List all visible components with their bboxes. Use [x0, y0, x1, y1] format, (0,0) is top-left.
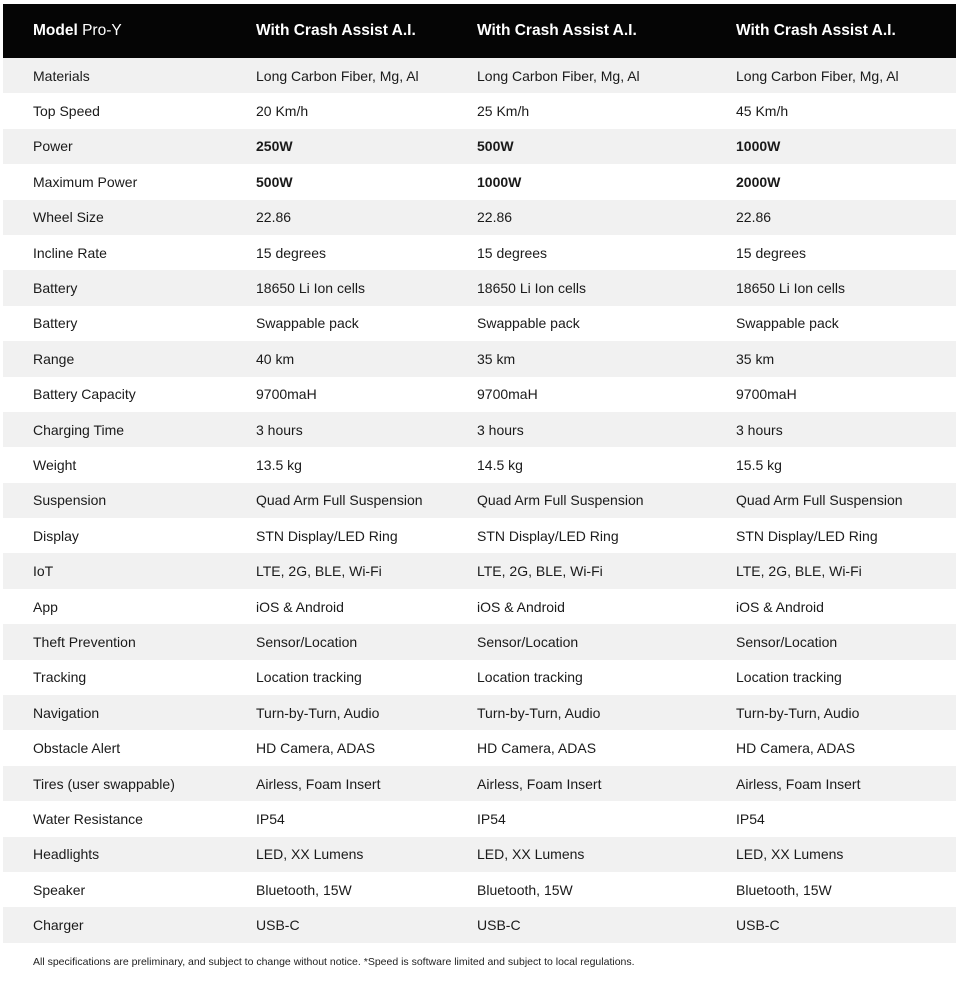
table-row — [3, 447, 956, 482]
table-row — [3, 270, 956, 305]
row-value-variant-1: STN Display/LED Ring — [256, 518, 477, 553]
table-row — [3, 624, 956, 659]
row-value-variant-2: 9700maH — [477, 377, 736, 412]
row-value-variant-3: Turn-by-Turn, Audio — [736, 695, 956, 730]
row-value-variant-3: 35 km — [736, 341, 956, 376]
row-value-variant-3: LED, XX Lumens — [736, 837, 956, 872]
row-value-variant-1: Location tracking — [256, 660, 477, 695]
table-row — [3, 129, 956, 164]
table-row — [3, 235, 956, 270]
row-value-variant-1: iOS & Android — [256, 589, 477, 624]
row-value-variant-1: USB-C — [256, 907, 477, 942]
header-model — [3, 4, 256, 58]
row-value-variant-2: 15 degrees — [477, 235, 736, 270]
row-value-variant-3: Quad Arm Full Suspension — [736, 483, 956, 518]
row-label: Battery — [3, 306, 256, 341]
row-label: Charger — [3, 907, 256, 942]
footnote: All specifications are preliminary, and subject to change without notice. *Speed is software limited and subject to local regulations. — [33, 956, 635, 968]
row-label: Tracking — [3, 660, 256, 695]
table-row — [3, 306, 956, 341]
row-label: Tires (user swappable) — [3, 766, 256, 801]
row-value-variant-3: Long Carbon Fiber, Mg, Al — [736, 58, 956, 93]
row-label: Top Speed — [3, 93, 256, 128]
row-label: Suspension — [3, 483, 256, 518]
row-label: Navigation — [3, 695, 256, 730]
row-label: Incline Rate — [3, 235, 256, 270]
row-value-variant-3: Airless, Foam Insert — [736, 766, 956, 801]
header-variant-2: With Crash Assist A.I. — [477, 4, 736, 58]
row-value-variant-2: Quad Arm Full Suspension — [477, 483, 736, 518]
row-value-variant-2: 22.86 — [477, 200, 736, 235]
spec-table-body — [3, 58, 956, 943]
row-label: Obstacle Alert — [3, 730, 256, 765]
row-value-variant-3: 2000W — [736, 164, 956, 199]
row-value-variant-1: 15 degrees — [256, 235, 477, 270]
table-row — [3, 200, 956, 235]
table-row — [3, 483, 956, 518]
row-value-variant-1: 18650 Li Ion cells — [256, 270, 477, 305]
table-row — [3, 872, 956, 907]
row-value-variant-1: 20 Km/h — [256, 93, 477, 128]
row-value-variant-1: Bluetooth, 15W — [256, 872, 477, 907]
row-value-variant-1: LTE, 2G, BLE, Wi-Fi — [256, 553, 477, 588]
row-value-variant-1: Long Carbon Fiber, Mg, Al — [256, 58, 477, 93]
row-value-variant-3: LTE, 2G, BLE, Wi-Fi — [736, 553, 956, 588]
row-value-variant-1: IP54 — [256, 801, 477, 836]
row-label: Battery Capacity — [3, 377, 256, 412]
row-value-variant-3: 22.86 — [736, 200, 956, 235]
row-label: Wheel Size — [3, 200, 256, 235]
row-value-variant-2: 1000W — [477, 164, 736, 199]
table-row — [3, 695, 956, 730]
row-value-variant-1: 500W — [256, 164, 477, 199]
row-value-variant-2: 500W — [477, 129, 736, 164]
row-value-variant-2: 25 Km/h — [477, 93, 736, 128]
row-value-variant-2: STN Display/LED Ring — [477, 518, 736, 553]
header-variant-1: With Crash Assist A.I. — [256, 4, 477, 58]
row-value-variant-3: USB-C — [736, 907, 956, 942]
table-row — [3, 589, 956, 624]
row-value-variant-1: Airless, Foam Insert — [256, 766, 477, 801]
row-value-variant-1: 250W — [256, 129, 477, 164]
table-row — [3, 412, 956, 447]
row-value-variant-2: iOS & Android — [477, 589, 736, 624]
row-value-variant-3: Location tracking — [736, 660, 956, 695]
row-label: Display — [3, 518, 256, 553]
row-value-variant-2: 35 km — [477, 341, 736, 376]
table-row — [3, 164, 956, 199]
header-variant-3: With Crash Assist A.I. — [736, 4, 956, 58]
row-label: Range — [3, 341, 256, 376]
row-value-variant-3: Swappable pack — [736, 306, 956, 341]
row-value-variant-3: HD Camera, ADAS — [736, 730, 956, 765]
table-row — [3, 801, 956, 836]
row-value-variant-3: 1000W — [736, 129, 956, 164]
row-value-variant-1: Swappable pack — [256, 306, 477, 341]
row-value-variant-2: Long Carbon Fiber, Mg, Al — [477, 58, 736, 93]
row-value-variant-3: 15 degrees — [736, 235, 956, 270]
row-label: Power — [3, 129, 256, 164]
row-value-variant-1: HD Camera, ADAS — [256, 730, 477, 765]
table-row — [3, 553, 956, 588]
row-value-variant-3: Sensor/Location — [736, 624, 956, 659]
row-value-variant-1: 3 hours — [256, 412, 477, 447]
row-label: Charging Time — [3, 412, 256, 447]
table-row — [3, 58, 956, 93]
row-value-variant-2: 3 hours — [477, 412, 736, 447]
row-value-variant-3: STN Display/LED Ring — [736, 518, 956, 553]
row-label: App — [3, 589, 256, 624]
table-row — [3, 766, 956, 801]
table-row — [3, 730, 956, 765]
table-row — [3, 93, 956, 128]
row-value-variant-3: 3 hours — [736, 412, 956, 447]
table-row — [3, 837, 956, 872]
row-value-variant-2: Location tracking — [477, 660, 736, 695]
row-value-variant-1: 22.86 — [256, 200, 477, 235]
header-model-name: Pro-Y — [82, 22, 122, 39]
row-value-variant-1: LED, XX Lumens — [256, 837, 477, 872]
row-value-variant-2: Swappable pack — [477, 306, 736, 341]
table-row — [3, 518, 956, 553]
row-label: Materials — [3, 58, 256, 93]
table-header-row — [3, 4, 956, 58]
row-label: Maximum Power — [3, 164, 256, 199]
row-value-variant-2: Bluetooth, 15W — [477, 872, 736, 907]
row-value-variant-3: iOS & Android — [736, 589, 956, 624]
row-value-variant-2: Sensor/Location — [477, 624, 736, 659]
row-value-variant-2: Turn-by-Turn, Audio — [477, 695, 736, 730]
header-model-label: Model — [33, 22, 78, 39]
row-value-variant-3: 45 Km/h — [736, 93, 956, 128]
table-row — [3, 660, 956, 695]
row-value-variant-1: 9700maH — [256, 377, 477, 412]
row-value-variant-1: Quad Arm Full Suspension — [256, 483, 477, 518]
row-value-variant-2: LTE, 2G, BLE, Wi-Fi — [477, 553, 736, 588]
row-value-variant-2: Airless, Foam Insert — [477, 766, 736, 801]
row-value-variant-3: 15.5 kg — [736, 447, 956, 482]
table-row — [3, 907, 956, 942]
row-label: Weight — [3, 447, 256, 482]
row-label: Speaker — [3, 872, 256, 907]
row-value-variant-1: 13.5 kg — [256, 447, 477, 482]
table-row — [3, 341, 956, 376]
row-value-variant-3: Bluetooth, 15W — [736, 872, 956, 907]
row-label: Headlights — [3, 837, 256, 872]
row-value-variant-2: HD Camera, ADAS — [477, 730, 736, 765]
row-value-variant-3: IP54 — [736, 801, 956, 836]
row-value-variant-2: LED, XX Lumens — [477, 837, 736, 872]
row-value-variant-2: USB-C — [477, 907, 736, 942]
row-label: Theft Prevention — [3, 624, 256, 659]
row-value-variant-2: 14.5 kg — [477, 447, 736, 482]
row-value-variant-2: 18650 Li Ion cells — [477, 270, 736, 305]
row-value-variant-2: IP54 — [477, 801, 736, 836]
row-label: IoT — [3, 553, 256, 588]
row-value-variant-1: Turn-by-Turn, Audio — [256, 695, 477, 730]
row-label: Battery — [3, 270, 256, 305]
row-value-variant-1: Sensor/Location — [256, 624, 477, 659]
row-label: Water Resistance — [3, 801, 256, 836]
row-value-variant-3: 9700maH — [736, 377, 956, 412]
spec-table — [3, 4, 956, 943]
row-value-variant-1: 40 km — [256, 341, 477, 376]
table-row — [3, 377, 956, 412]
row-value-variant-3: 18650 Li Ion cells — [736, 270, 956, 305]
